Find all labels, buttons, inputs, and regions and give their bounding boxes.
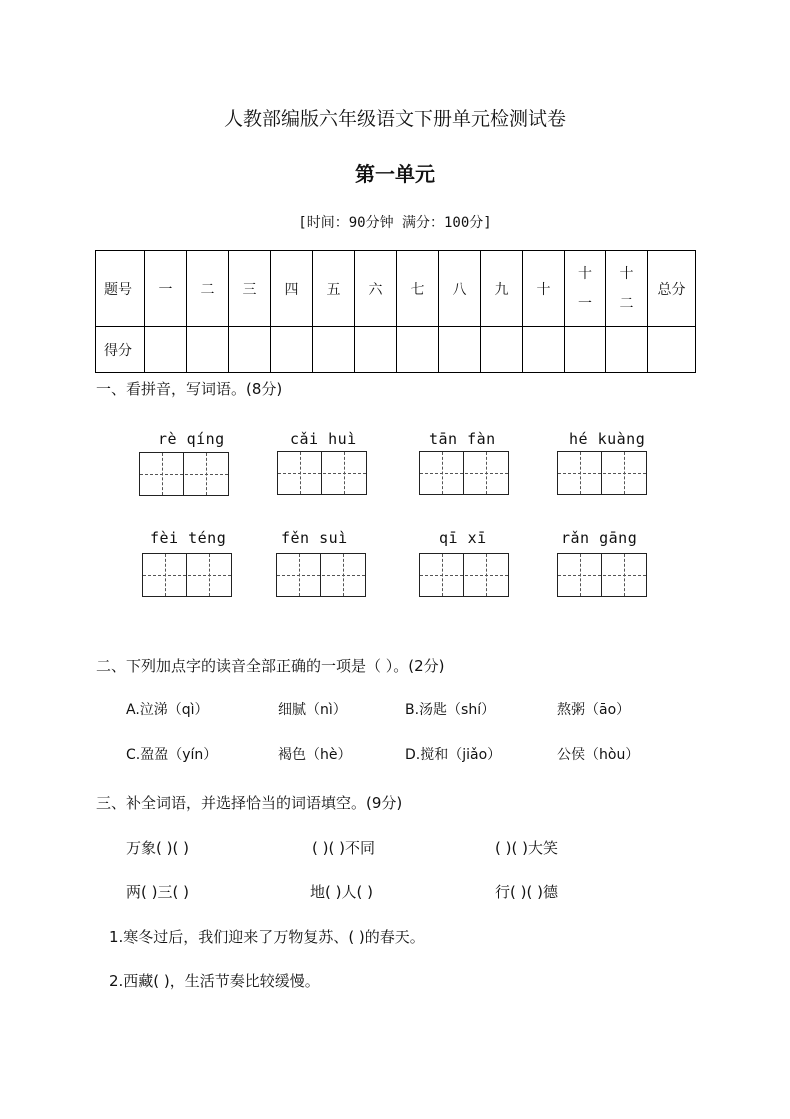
exam-title: 人教部编版六年级语文下册单元检测试卷 — [223, 108, 566, 130]
fill-sentence[interactable]: 2.西藏( )，生活节奏比较缓慢。 — [109, 972, 320, 990]
pinyin-label: tān fàn — [429, 430, 496, 448]
col-header-11 — [565, 251, 606, 327]
score-cell[interactable] — [481, 327, 523, 373]
writing-grid[interactable] — [557, 553, 647, 597]
writing-grid[interactable] — [419, 553, 509, 597]
exam-meta: [时间：90分钟 满分：100分] — [298, 215, 492, 231]
option-b-second: 熬粥（āo） — [557, 702, 631, 718]
col-header: 十 — [523, 251, 565, 327]
score-cell[interactable] — [355, 327, 397, 373]
pinyin-label: qī xī — [439, 529, 487, 547]
fill-phrase[interactable]: 万象( )( ) — [126, 839, 189, 857]
fill-phrase[interactable]: 两( )三( ) — [126, 883, 189, 901]
writing-grid[interactable] — [557, 451, 647, 495]
col-header-12-top: 十 — [619, 265, 634, 282]
option-d[interactable]: D.搅和（jiǎo） — [405, 747, 502, 763]
row-label-number: 题号 — [96, 251, 145, 327]
score-cell[interactable] — [313, 327, 355, 373]
pinyin-label: cǎi huì — [290, 430, 357, 448]
q3-heading: 三、补全词语，并选择恰当的词语填空。(9分) — [96, 794, 403, 812]
fill-phrase[interactable]: ( )( )大笑 — [495, 839, 558, 857]
score-cell[interactable] — [187, 327, 229, 373]
col-header: 四 — [271, 251, 313, 327]
writing-grid[interactable] — [276, 553, 366, 597]
option-d-second: 公侯（hòu） — [557, 747, 640, 763]
option-b[interactable]: B.汤匙（shí） — [405, 702, 496, 718]
q1-heading: 一、看拼音，写词语。(8分) — [96, 380, 283, 398]
score-cell[interactable] — [397, 327, 439, 373]
col-header-12 — [606, 251, 648, 327]
writing-grid[interactable] — [277, 451, 367, 495]
col-header: 九 — [481, 251, 523, 327]
fill-sentence[interactable]: 1.寒冬过后，我们迎来了万物复苏、( )的春天。 — [109, 928, 425, 946]
col-header: 五 — [313, 251, 355, 327]
score-cell-total[interactable] — [648, 327, 696, 373]
score-cell[interactable] — [145, 327, 187, 373]
col-header-11-top: 十 — [578, 265, 592, 282]
fill-phrase[interactable]: ( )( )不同 — [312, 839, 375, 857]
score-cell[interactable] — [439, 327, 481, 373]
score-table — [95, 250, 696, 373]
col-header: 二 — [187, 251, 229, 327]
col-header: 七 — [397, 251, 439, 327]
score-cell[interactable] — [229, 327, 271, 373]
pinyin-label: fěn suì — [281, 529, 348, 547]
col-header: 一 — [145, 251, 187, 327]
score-cell[interactable] — [271, 327, 313, 373]
col-header: 三 — [229, 251, 271, 327]
unit-title: 第一单元 — [355, 162, 435, 186]
col-header-12-bottom: 二 — [619, 295, 634, 312]
q2-heading: 二、下列加点字的读音全部正确的一项是（ ）。(2分) — [96, 657, 445, 675]
row-label-score: 得分 — [96, 327, 145, 373]
pinyin-label: fèi téng — [150, 529, 227, 547]
option-c-second: 褐色（hè） — [278, 747, 352, 763]
col-header-11-bottom: 一 — [578, 295, 592, 312]
writing-grid[interactable] — [419, 451, 509, 495]
pinyin-label: rè qíng — [158, 430, 225, 448]
fill-phrase[interactable]: 行( )( )德 — [495, 883, 558, 901]
fill-phrase[interactable]: 地( )人( ) — [310, 883, 373, 901]
pinyin-label: rǎn gāng — [561, 529, 638, 547]
writing-grid[interactable] — [142, 553, 232, 597]
col-header: 六 — [355, 251, 397, 327]
option-c[interactable]: C.盈盈（yín） — [126, 747, 218, 763]
pinyin-label: hé kuàng — [569, 430, 646, 448]
col-header: 八 — [439, 251, 481, 327]
score-cell[interactable] — [565, 327, 606, 373]
score-cell[interactable] — [523, 327, 565, 373]
score-cell[interactable] — [606, 327, 648, 373]
writing-grid[interactable] — [139, 452, 229, 496]
option-a[interactable]: A.泣涕（qì） — [126, 702, 209, 718]
option-a-second: 细腻（nì） — [278, 702, 347, 718]
col-header-total: 总分 — [648, 251, 696, 327]
